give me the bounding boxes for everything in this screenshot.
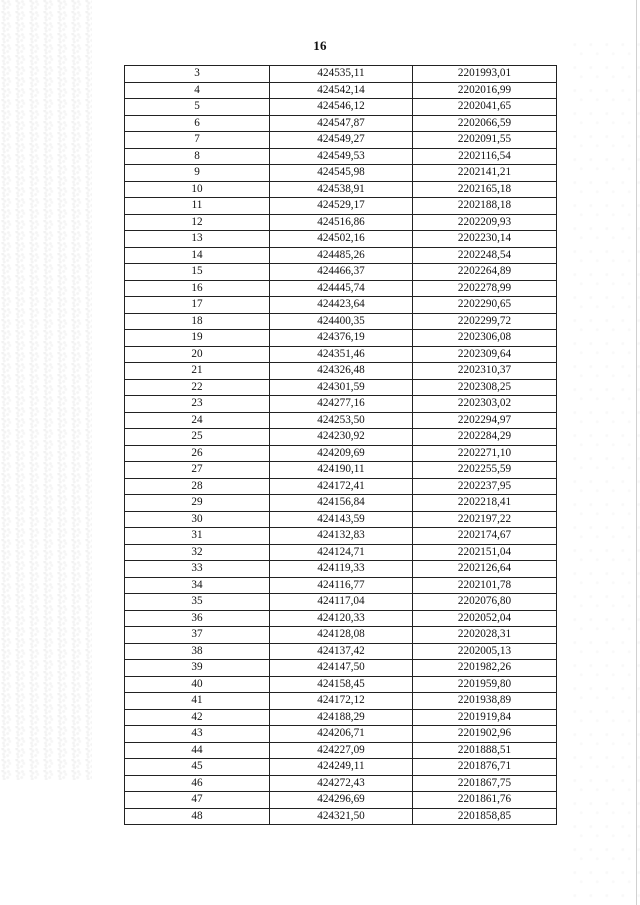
y-coordinate-cell: 2201861,76 [413,792,557,809]
table-row [125,132,557,149]
x-coordinate-cell: 424156,84 [270,495,413,512]
y-coordinate-cell: 2202306,08 [413,330,557,347]
x-coordinate-cell: 424147,50 [270,660,413,677]
y-coordinate-cell: 2202294,97 [413,412,557,429]
point-number-cell: 30 [125,511,270,528]
y-coordinate-cell: 2201959,80 [413,676,557,693]
point-number-cell: 13 [125,231,270,248]
table-row [125,577,557,594]
table-row [125,511,557,528]
x-coordinate-cell: 424376,19 [270,330,413,347]
point-number-cell: 5 [125,99,270,116]
x-coordinate-cell: 424128,08 [270,627,413,644]
table-row [125,445,557,462]
x-coordinate-cell: 424227,09 [270,742,413,759]
y-coordinate-cell: 2202299,72 [413,313,557,330]
y-coordinate-cell: 2202165,18 [413,181,557,198]
y-coordinate-cell: 2202197,22 [413,511,557,528]
table-row [125,594,557,611]
table-row [125,742,557,759]
y-coordinate-cell: 2202076,80 [413,594,557,611]
x-coordinate-cell: 424466,37 [270,264,413,281]
x-coordinate-cell: 424516,86 [270,214,413,231]
table-row [125,544,557,561]
x-coordinate-cell: 424485,26 [270,247,413,264]
table-row [125,346,557,363]
y-coordinate-cell: 2202308,25 [413,379,557,396]
point-number-cell: 10 [125,181,270,198]
point-number-cell: 33 [125,561,270,578]
y-coordinate-cell: 2202218,41 [413,495,557,512]
y-coordinate-cell: 2202248,54 [413,247,557,264]
point-number-cell: 28 [125,478,270,495]
table-row [125,775,557,792]
table-row [125,792,557,809]
table-row [125,693,557,710]
x-coordinate-cell: 424206,71 [270,726,413,743]
y-coordinate-cell: 2202309,64 [413,346,557,363]
y-coordinate-cell: 2202188,18 [413,198,557,215]
y-coordinate-cell: 2201982,26 [413,660,557,677]
table-row [125,181,557,198]
x-coordinate-cell: 424190,11 [270,462,413,479]
x-coordinate-cell: 424423,64 [270,297,413,314]
table-row [125,808,557,825]
point-number-cell: 27 [125,462,270,479]
point-number-cell: 4 [125,82,270,99]
y-coordinate-cell: 2202041,65 [413,99,557,116]
point-number-cell: 7 [125,132,270,149]
coordinates-table-body [125,66,557,825]
point-number-cell: 22 [125,379,270,396]
x-coordinate-cell: 424535,11 [270,66,413,83]
y-coordinate-cell: 2202005,13 [413,643,557,660]
point-number-cell: 37 [125,627,270,644]
table-row [125,330,557,347]
y-coordinate-cell: 2202278,99 [413,280,557,297]
point-number-cell: 46 [125,775,270,792]
y-coordinate-cell: 2202303,02 [413,396,557,413]
point-number-cell: 31 [125,528,270,545]
x-coordinate-cell: 424547,87 [270,115,413,132]
page-number: 16 [313,38,327,53]
y-coordinate-cell: 2202284,29 [413,429,557,446]
x-coordinate-cell: 424538,91 [270,181,413,198]
table-row [125,478,557,495]
table-row [125,643,557,660]
x-coordinate-cell: 424351,46 [270,346,413,363]
x-coordinate-cell: 424301,59 [270,379,413,396]
point-number-cell: 29 [125,495,270,512]
y-coordinate-cell: 2202126,64 [413,561,557,578]
x-coordinate-cell: 424529,17 [270,198,413,215]
x-coordinate-cell: 424116,77 [270,577,413,594]
table-row [125,676,557,693]
table-row [125,495,557,512]
point-number-cell: 32 [125,544,270,561]
table-row [125,759,557,776]
y-coordinate-cell: 2201876,71 [413,759,557,776]
table-row [125,528,557,545]
x-coordinate-cell: 424326,48 [270,363,413,380]
coordinates-table [124,65,557,825]
point-number-cell: 38 [125,643,270,660]
scan-artifact-right-margin [570,40,640,900]
x-coordinate-cell: 424172,12 [270,693,413,710]
table-row [125,214,557,231]
point-number-cell: 40 [125,676,270,693]
point-number-cell: 39 [125,660,270,677]
y-coordinate-cell: 2202052,04 [413,610,557,627]
table-row [125,561,557,578]
x-coordinate-cell: 424143,59 [270,511,413,528]
x-coordinate-cell: 424172,41 [270,478,413,495]
x-coordinate-cell: 424158,45 [270,676,413,693]
point-number-cell: 34 [125,577,270,594]
y-coordinate-cell: 2202271,10 [413,445,557,462]
point-number-cell: 6 [125,115,270,132]
x-coordinate-cell: 424546,12 [270,99,413,116]
point-number-cell: 17 [125,297,270,314]
x-coordinate-cell: 424137,42 [270,643,413,660]
table-row [125,297,557,314]
point-number-cell: 45 [125,759,270,776]
x-coordinate-cell: 424124,71 [270,544,413,561]
x-coordinate-cell: 424230,92 [270,429,413,446]
point-number-cell: 44 [125,742,270,759]
y-coordinate-cell: 2202101,78 [413,577,557,594]
table-row [125,247,557,264]
point-number-cell: 9 [125,165,270,182]
y-coordinate-cell: 2201867,75 [413,775,557,792]
x-coordinate-cell: 424549,53 [270,148,413,165]
point-number-cell: 41 [125,693,270,710]
point-number-cell: 23 [125,396,270,413]
x-coordinate-cell: 424120,33 [270,610,413,627]
y-coordinate-cell: 2201858,85 [413,808,557,825]
y-coordinate-cell: 2202310,37 [413,363,557,380]
x-coordinate-cell: 424321,50 [270,808,413,825]
table-row [125,709,557,726]
x-coordinate-cell: 424545,98 [270,165,413,182]
table-row [125,379,557,396]
x-coordinate-cell: 424209,69 [270,445,413,462]
point-number-cell: 47 [125,792,270,809]
scan-artifact-left-margin [0,0,92,780]
point-number-cell: 25 [125,429,270,446]
point-number-cell: 15 [125,264,270,281]
y-coordinate-cell: 2202091,55 [413,132,557,149]
point-number-cell: 48 [125,808,270,825]
x-coordinate-cell: 424296,69 [270,792,413,809]
table-row [125,82,557,99]
x-coordinate-cell: 424400,35 [270,313,413,330]
x-coordinate-cell: 424249,11 [270,759,413,776]
point-number-cell: 20 [125,346,270,363]
x-coordinate-cell: 424132,83 [270,528,413,545]
y-coordinate-cell: 2201888,51 [413,742,557,759]
point-number-cell: 21 [125,363,270,380]
table-row [125,148,557,165]
x-coordinate-cell: 424188,29 [270,709,413,726]
table-row [125,610,557,627]
point-number-cell: 16 [125,280,270,297]
point-number-cell: 18 [125,313,270,330]
table-row [125,726,557,743]
table-row [125,165,557,182]
y-coordinate-cell: 2201993,01 [413,66,557,83]
y-coordinate-cell: 2202230,14 [413,231,557,248]
table-row [125,412,557,429]
table-row [125,280,557,297]
x-coordinate-cell: 424277,16 [270,396,413,413]
y-coordinate-cell: 2202028,31 [413,627,557,644]
x-coordinate-cell: 424119,33 [270,561,413,578]
x-coordinate-cell: 424445,74 [270,280,413,297]
point-number-cell: 43 [125,726,270,743]
table-row [125,115,557,132]
y-coordinate-cell: 2202290,65 [413,297,557,314]
x-coordinate-cell: 424542,14 [270,82,413,99]
point-number-cell: 19 [125,330,270,347]
point-number-cell: 26 [125,445,270,462]
point-number-cell: 12 [125,214,270,231]
y-coordinate-cell: 2202116,54 [413,148,557,165]
y-coordinate-cell: 2202264,89 [413,264,557,281]
scan-edge-line [636,0,637,905]
y-coordinate-cell: 2201902,96 [413,726,557,743]
y-coordinate-cell: 2202141,21 [413,165,557,182]
x-coordinate-cell: 424549,27 [270,132,413,149]
table-row [125,363,557,380]
point-number-cell: 36 [125,610,270,627]
y-coordinate-cell: 2202066,59 [413,115,557,132]
x-coordinate-cell: 424502,16 [270,231,413,248]
point-number-cell: 3 [125,66,270,83]
point-number-cell: 24 [125,412,270,429]
table-row [125,660,557,677]
table-row [125,99,557,116]
x-coordinate-cell: 424253,50 [270,412,413,429]
point-number-cell: 35 [125,594,270,611]
y-coordinate-cell: 2202255,59 [413,462,557,479]
table-row [125,264,557,281]
point-number-cell: 42 [125,709,270,726]
y-coordinate-cell: 2202237,95 [413,478,557,495]
table-row [125,231,557,248]
y-coordinate-cell: 2202209,93 [413,214,557,231]
y-coordinate-cell: 2202174,67 [413,528,557,545]
table-row [125,627,557,644]
y-coordinate-cell: 2202151,04 [413,544,557,561]
point-number-cell: 8 [125,148,270,165]
table-row [125,462,557,479]
table-row [125,313,557,330]
x-coordinate-cell: 424272,43 [270,775,413,792]
y-coordinate-cell: 2201938,89 [413,693,557,710]
table-row [125,66,557,83]
y-coordinate-cell: 2202016,99 [413,82,557,99]
y-coordinate-cell: 2201919,84 [413,709,557,726]
point-number-cell: 11 [125,198,270,215]
x-coordinate-cell: 424117,04 [270,594,413,611]
point-number-cell: 14 [125,247,270,264]
table-row [125,429,557,446]
table-row [125,396,557,413]
table-row [125,198,557,215]
